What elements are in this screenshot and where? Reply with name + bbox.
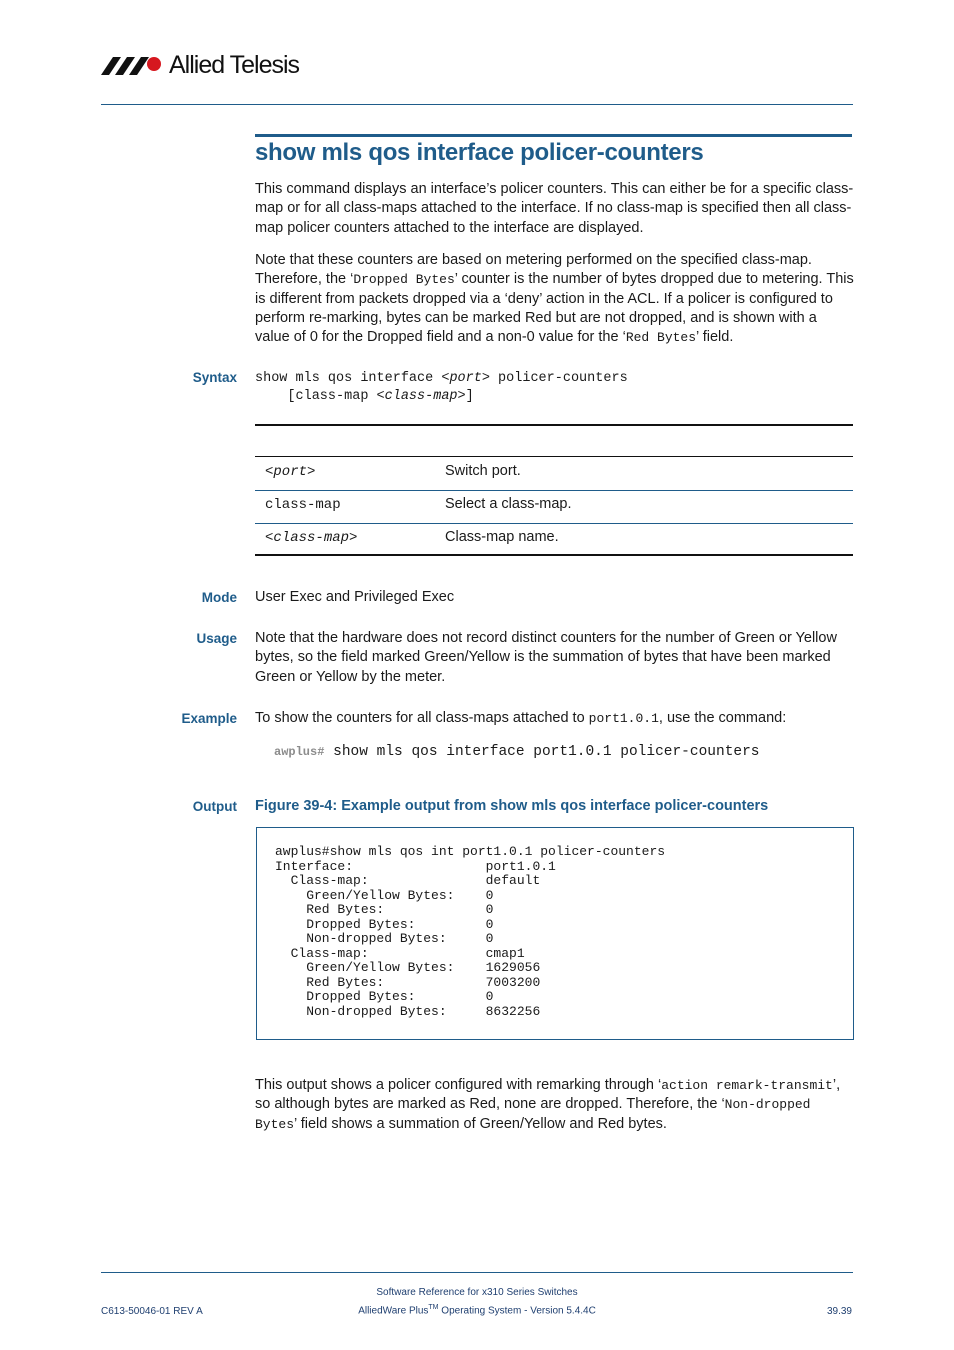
output-label: Output: [192, 799, 237, 814]
description-paragraph-2: Note that these counters are based on metering performed on the specified class-map. Therefore, the ‘Dropped Bytes’ counter is the number of bytes dropped due to metering. This is different from packets dropped via a ‘deny’ action in the ACL. If a policer is configured to perform re-marking, bytes can be marked Red but are not dropped, and is shown with a value of 0 for the Dropped field and a non-0 value for the ‘Red Bytes’ field.: [255, 252, 854, 346]
param-description: Select a class-map.: [445, 496, 572, 512]
param-row: [255, 490, 853, 523]
page-title: show mls qos interface policer-counters: [255, 139, 704, 166]
logo-text: Allied Telesis: [169, 50, 300, 79]
allied-telesis-logo-icon: [101, 53, 163, 77]
description-paragraph-1: This command displays an interface’s policer counters. This can either be for a specific class-map or for all class-maps attached to the interface. If no class-map is specified then all class-map policer counters attached to the interface are displayed.: [255, 181, 854, 236]
param-description: Class-map name.: [445, 529, 559, 545]
title-rule: [255, 134, 852, 137]
company-logo: [101, 50, 299, 80]
inline-code: Dropped Bytes: [353, 272, 455, 288]
output-box: [256, 827, 854, 1040]
inline-code: port1.0.1: [588, 711, 659, 726]
param-description: Switch port.: [445, 463, 521, 479]
inline-code: Red Bytes: [625, 330, 697, 346]
param-row: [255, 457, 853, 490]
closing-paragraph: This output shows a policer configured with remarking through ‘action remark-transmit’, so although bytes are marked as Red, none are dropped. Therefore, the ‘Non-dropped Bytes’ field shows a summation of Green/Yellow and Red bytes.: [255, 1077, 841, 1132]
syntax-block: show mls qos interface <port> policer-counters [class-map <class-map>]: [255, 371, 628, 404]
figure-caption: Figure 39-4: Example output from show mls qos interface policer-counters: [255, 798, 769, 814]
example-command: [274, 744, 760, 760]
param-table-top-rule: [255, 424, 853, 426]
param-row: [255, 523, 853, 556]
output-text: awplus#show mls qos int port1.0.1 policer-counters Interface: port1.0.1 Class-map: default Green/Yellow Bytes: 0 Red Bytes: 0 Dropped Bytes: 0 Non-dropped Bytes: 0 Class-map: cmap1 Green/Yellow Bytes: 1629056 Red Bytes: 7003200 Dropped Bytes: 0 Non-dropped Bytes: 8632256: [275, 844, 666, 1019]
inline-code: Non-dropped Bytes: [255, 1097, 811, 1132]
cli-prompt: awplus#: [274, 745, 325, 759]
footer-doc-id: C613-50046-01 REV A: [101, 1306, 203, 1317]
usage-label: Usage: [196, 631, 237, 646]
example-label: Example: [181, 711, 237, 726]
footer-rule: [101, 1272, 853, 1273]
mode-text: User Exec and Privileged Exec: [255, 589, 455, 605]
mode-label: Mode: [201, 590, 237, 605]
footer-os-version: AlliedWare Plus™ Operating System - Version 5.4.4C: [358, 1304, 596, 1317]
usage-text: Note that the hardware does not record distinct counters for the number of Green or Yellow bytes, so the field marked Green/Yellow is the summation of bytes that have been marked Green or Yellow by the meter.: [255, 630, 837, 685]
header-rule: [101, 104, 853, 105]
syntax-label: Syntax: [192, 370, 237, 385]
param-name: <class-map>: [265, 530, 358, 546]
cli-command: show mls qos interface port1.0.1 policer-counters: [333, 744, 760, 760]
param-name: class-map: [265, 497, 341, 513]
inline-code: action remark-transmit: [661, 1078, 833, 1093]
footer-page-number: 39.39: [826, 1306, 852, 1317]
example-text: To show the counters for all class-maps attached to port1.0.1, use the command:: [255, 710, 787, 726]
param-name: <port>: [265, 464, 316, 480]
footer-title: Software Reference for x310 Series Switches: [376, 1287, 578, 1298]
